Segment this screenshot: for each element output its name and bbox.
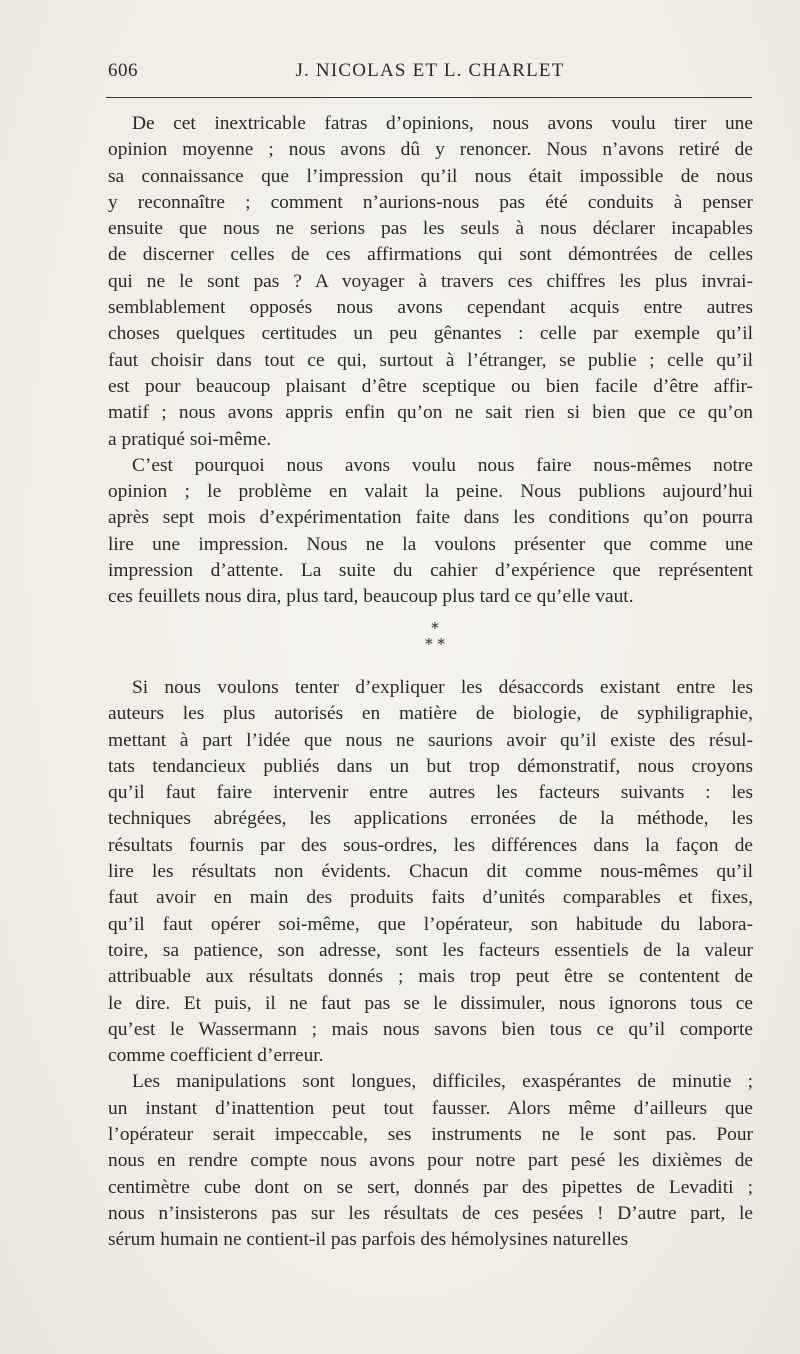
text-line: résultats fournis par des sous-ordres, les différences dans la façon de (108, 834, 753, 856)
asterism-separator (380, 620, 490, 652)
text-line: ensuite que nous ne serions pas les seuls à nous déclarer incapables (108, 218, 753, 240)
text-line: toire, sa patience, son adresse, sont les facteurs essentiels de la valeur (108, 939, 753, 961)
text-line: qu’est le Wassermann ; mais nous savons bien tous ce qu’il comporte (108, 1018, 753, 1040)
text-line: faut avoir en main des produits faits d’unités comparables et fixes, (108, 887, 753, 909)
text-line: lire une impression. Nous ne la voulons présenter que comme une (108, 533, 753, 555)
text-line: C’est pourquoi nous avons voulu nous faire nous-mêmes notre (132, 454, 753, 476)
text-line: lire les résultats non évidents. Chacun dit comme nous-mêmes qu’il (108, 861, 753, 883)
text-line: nous en rendre compte nous avons pour notre part pesé les dixièmes de (108, 1150, 753, 1172)
text-line: après sept mois d’expérimentation faite dans les conditions qu’on pourra (108, 507, 753, 529)
body-section-1 (108, 111, 753, 611)
paragraph (108, 675, 753, 1069)
header-rule (106, 97, 752, 98)
text-line: a pratiqué soi-même. (108, 428, 272, 450)
text-line: est pour beaucoup plaisant d’être sceptique ou bien facile d’être affir- (108, 375, 753, 397)
text-line: Si nous voulons tenter d’expliquer les désaccords existant entre les (132, 677, 753, 698)
text-line: nous n’insisterons pas sur les résultats de ces pesées ! D’autre part, le (108, 1202, 753, 1224)
text-line: qui ne le sont pas ? A voyager à travers ces chiffres les plus invrai- (108, 270, 753, 292)
text-line: semblablement opposés nous avons cependant acquis entre autres (108, 297, 753, 319)
asterism-bottom: * * (425, 635, 445, 653)
text-line: faut choisir dans tout ce qui, surtout à l’étranger, se publie ; celle qu’il (108, 349, 753, 371)
paragraph (108, 453, 753, 611)
text-line: qu’il faut faire intervenir entre autres les facteurs suivants : les (108, 782, 753, 804)
text-line: De cet inextricable fatras d’opinions, nous avons voulu tirer une (132, 113, 753, 134)
text-line: attribuable aux résultats donnés ; mais trop peut être se contentent de (108, 966, 753, 988)
running-title: J. NICOLAS ET L. CHARLET (295, 60, 565, 81)
text-line: comme coefficient d’erreur. (108, 1045, 324, 1067)
body-section-2 (108, 675, 753, 1254)
text-line: opinion moyenne ; nous avons dû y renoncer. Nous n’avons retiré de (108, 139, 753, 161)
page-number: 606 (108, 60, 138, 81)
asterism-top: * (431, 619, 439, 637)
text-line: sa connaissance que l’impression qu’il nous était impossible de nous (108, 165, 753, 187)
text-line: choses quelques certitudes un peu gênantes : celle par exemple qu’il (108, 323, 753, 345)
text-line: sérum humain ne contient-il pas parfois des hémolysines naturelles (108, 1229, 629, 1251)
text-line: centimètre cube dont on se sert, donnés par des pipettes de Levaditi ; (108, 1176, 753, 1198)
text-line: impression d’attente. La suite du cahier d’expérience que représentent (108, 560, 753, 582)
text-line: ces feuillets nous dira, plus tard, beaucoup plus tard ce qu’elle vaut. (108, 586, 634, 608)
text-line: y reconnaître ; comment n’aurions-nous pas été conduits à penser (108, 191, 753, 213)
text-line: l’opérateur serait impeccable, ses instruments ne le sont pas. Pour (108, 1124, 753, 1146)
text-line: matif ; nous avons appris enfin qu’on ne sait rien si bien que ce qu’on (108, 402, 753, 424)
text-line: qu’il faut opérer soi-même, que l’opérateur, son habitude du labora- (108, 913, 753, 935)
running-head (108, 60, 752, 86)
text-line: opinion ; le problème en valait la peine. Nous publions aujourd’hui (108, 481, 753, 503)
text-line: Les manipulations sont longues, difficiles, exaspérantes de minutie ; (132, 1071, 753, 1093)
text-line: un instant d’inattention peut tout fausser. Alors même d’ailleurs que (108, 1097, 753, 1119)
text-line: techniques abrégées, les applications erronées de la méthode, les (108, 808, 753, 830)
text-line: mettant à part l’idée que nous ne saurions avoir qu’il existe des résul- (108, 729, 753, 751)
text-line: auteurs les plus autorisés en matière de biologie, de syphiligraphie, (108, 703, 753, 725)
paragraph (108, 111, 753, 453)
text-line: de discerner celles de ces affirmations qui sont démontrées de celles (108, 244, 753, 266)
text-line: tats tendancieux publiés dans un but trop démonstratif, nous croyons (108, 755, 753, 777)
paragraph (108, 1069, 753, 1253)
text-line: le dire. Et puis, il ne faut pas se le dissimuler, nous ignorons tous ce (108, 992, 753, 1014)
